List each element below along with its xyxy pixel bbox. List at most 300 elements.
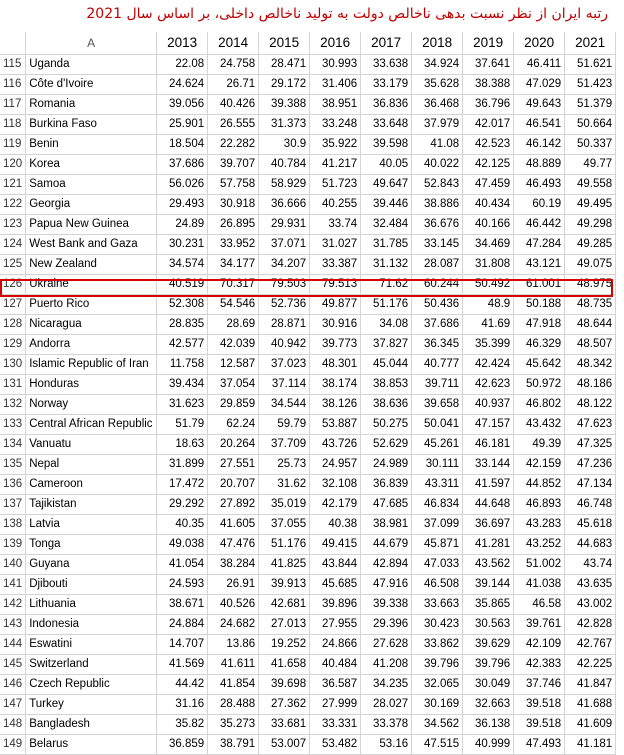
value-cell[interactable]: 32.065 [412, 674, 463, 694]
country-cell[interactable]: Bangladesh [26, 714, 157, 734]
value-cell[interactable]: 32.484 [361, 214, 412, 234]
value-cell[interactable]: 43.562 [463, 554, 514, 574]
value-cell[interactable]: 42.623 [463, 374, 514, 394]
country-cell[interactable]: Honduras [26, 374, 157, 394]
country-cell[interactable]: Djibouti [26, 574, 157, 594]
value-cell[interactable]: 22.08 [157, 54, 208, 74]
value-cell[interactable]: 37.099 [412, 514, 463, 534]
country-cell[interactable]: Belarus [26, 734, 157, 754]
value-cell[interactable]: 52.629 [361, 434, 412, 454]
value-cell[interactable]: 35.019 [259, 494, 310, 514]
value-cell[interactable]: 33.952 [208, 234, 259, 254]
value-cell[interactable]: 44.648 [463, 494, 514, 514]
value-cell[interactable]: 41.605 [208, 514, 259, 534]
value-cell[interactable]: 43.844 [310, 554, 361, 574]
value-cell[interactable]: 24.884 [157, 614, 208, 634]
country-cell[interactable]: Lithuania [26, 594, 157, 614]
value-cell[interactable]: 47.325 [565, 434, 616, 454]
row-number[interactable]: 122 [0, 194, 26, 214]
value-cell[interactable]: 40.05 [361, 154, 412, 174]
value-cell[interactable]: 41.847 [565, 674, 616, 694]
value-cell[interactable]: 41.281 [463, 534, 514, 554]
country-cell[interactable]: Benin [26, 134, 157, 154]
value-cell[interactable]: 41.054 [157, 554, 208, 574]
value-cell[interactable]: 30.918 [208, 194, 259, 214]
country-cell[interactable]: Tonga [26, 534, 157, 554]
value-cell[interactable]: 50.972 [514, 374, 565, 394]
value-cell[interactable]: 36.345 [412, 334, 463, 354]
country-cell[interactable]: Côte d'Ivoire [26, 74, 157, 94]
row-number[interactable]: 123 [0, 214, 26, 234]
value-cell[interactable]: 48.342 [565, 354, 616, 374]
value-cell[interactable]: 36.836 [361, 94, 412, 114]
value-cell[interactable]: 71.62 [361, 274, 412, 294]
value-cell[interactable]: 52.308 [157, 294, 208, 314]
value-cell[interactable]: 59.79 [259, 414, 310, 434]
value-cell[interactable]: 50.041 [412, 414, 463, 434]
value-cell[interactable]: 27.892 [208, 494, 259, 514]
row-number[interactable]: 131 [0, 374, 26, 394]
value-cell[interactable]: 20.707 [208, 474, 259, 494]
value-cell[interactable]: 41.688 [565, 694, 616, 714]
value-cell[interactable]: 46.329 [514, 334, 565, 354]
row-number[interactable]: 132 [0, 394, 26, 414]
row-number[interactable]: 136 [0, 474, 26, 494]
value-cell[interactable]: 39.711 [412, 374, 463, 394]
value-cell[interactable]: 41.597 [463, 474, 514, 494]
value-cell[interactable]: 48.889 [514, 154, 565, 174]
row-number[interactable]: 142 [0, 594, 26, 614]
value-cell[interactable]: 44.679 [361, 534, 412, 554]
value-cell[interactable]: 42.159 [514, 454, 565, 474]
value-cell[interactable]: 47.476 [208, 534, 259, 554]
value-cell[interactable]: 50.664 [565, 114, 616, 134]
value-cell[interactable]: 48.186 [565, 374, 616, 394]
value-cell[interactable]: 38.791 [208, 734, 259, 754]
value-cell[interactable]: 48.507 [565, 334, 616, 354]
value-cell[interactable]: 41.658 [259, 654, 310, 674]
value-cell[interactable]: 46.142 [514, 134, 565, 154]
value-cell[interactable]: 39.446 [361, 194, 412, 214]
value-cell[interactable]: 40.526 [208, 594, 259, 614]
value-cell[interactable]: 38.853 [361, 374, 412, 394]
country-cell[interactable]: Tajikistan [26, 494, 157, 514]
value-cell[interactable]: 31.132 [361, 254, 412, 274]
row-number[interactable]: 146 [0, 674, 26, 694]
country-cell[interactable]: Indonesia [26, 614, 157, 634]
value-cell[interactable]: 44.683 [565, 534, 616, 554]
value-cell[interactable]: 58.929 [259, 174, 310, 194]
year-header-cell[interactable]: 2020 [514, 32, 565, 54]
value-cell[interactable]: 40.166 [463, 214, 514, 234]
country-cell[interactable]: Turkey [26, 694, 157, 714]
value-cell[interactable]: 28.488 [208, 694, 259, 714]
value-cell[interactable]: 37.054 [208, 374, 259, 394]
row-number[interactable]: 138 [0, 514, 26, 534]
value-cell[interactable]: 33.663 [412, 594, 463, 614]
value-cell[interactable]: 42.225 [565, 654, 616, 674]
value-cell[interactable]: 30.111 [412, 454, 463, 474]
value-cell[interactable]: 40.777 [412, 354, 463, 374]
value-cell[interactable]: 42.828 [565, 614, 616, 634]
value-cell[interactable]: 37.686 [412, 314, 463, 334]
value-cell[interactable]: 44.852 [514, 474, 565, 494]
value-cell[interactable]: 32.663 [463, 694, 514, 714]
row-number[interactable]: 116 [0, 74, 26, 94]
value-cell[interactable]: 30.049 [463, 674, 514, 694]
value-cell[interactable]: 43.252 [514, 534, 565, 554]
row-number[interactable]: 143 [0, 614, 26, 634]
value-cell[interactable]: 50.337 [565, 134, 616, 154]
value-cell[interactable]: 54.546 [208, 294, 259, 314]
value-cell[interactable]: 48.975 [565, 274, 616, 294]
value-cell[interactable]: 37.709 [259, 434, 310, 454]
value-cell[interactable]: 47.236 [565, 454, 616, 474]
value-cell[interactable]: 33.862 [412, 634, 463, 654]
value-cell[interactable]: 32.108 [310, 474, 361, 494]
value-cell[interactable]: 33.331 [310, 714, 361, 734]
value-cell[interactable]: 49.643 [514, 94, 565, 114]
value-cell[interactable]: 28.835 [157, 314, 208, 334]
value-cell[interactable]: 36.697 [463, 514, 514, 534]
value-cell[interactable]: 40.999 [463, 734, 514, 754]
value-cell[interactable]: 35.922 [310, 134, 361, 154]
value-cell[interactable]: 41.569 [157, 654, 208, 674]
value-cell[interactable]: 36.796 [463, 94, 514, 114]
value-cell[interactable]: 41.69 [463, 314, 514, 334]
value-cell[interactable]: 24.593 [157, 574, 208, 594]
value-cell[interactable]: 46.541 [514, 114, 565, 134]
value-cell[interactable]: 36.839 [361, 474, 412, 494]
value-cell[interactable]: 34.177 [208, 254, 259, 274]
value-cell[interactable]: 39.796 [463, 654, 514, 674]
year-header-cell[interactable]: 2021 [565, 32, 616, 54]
value-cell[interactable]: 46.442 [514, 214, 565, 234]
value-cell[interactable]: 24.89 [157, 214, 208, 234]
value-cell[interactable]: 27.999 [310, 694, 361, 714]
year-header-cell[interactable]: 2018 [412, 32, 463, 54]
value-cell[interactable]: 39.796 [412, 654, 463, 674]
value-cell[interactable]: 39.913 [259, 574, 310, 594]
row-number[interactable]: 124 [0, 234, 26, 254]
value-cell[interactable]: 43.283 [514, 514, 565, 534]
row-number[interactable]: 125 [0, 254, 26, 274]
value-cell[interactable]: 42.577 [157, 334, 208, 354]
value-cell[interactable]: 47.918 [514, 314, 565, 334]
value-cell[interactable]: 45.871 [412, 534, 463, 554]
value-cell[interactable]: 36.138 [463, 714, 514, 734]
value-cell[interactable]: 42.681 [259, 594, 310, 614]
value-cell[interactable]: 36.587 [310, 674, 361, 694]
value-cell[interactable]: 36.666 [259, 194, 310, 214]
value-cell[interactable]: 60.244 [412, 274, 463, 294]
value-cell[interactable]: 39.598 [361, 134, 412, 154]
value-cell[interactable]: 28.871 [259, 314, 310, 334]
value-cell[interactable]: 39.338 [361, 594, 412, 614]
value-cell[interactable]: 51.176 [361, 294, 412, 314]
value-cell[interactable]: 35.628 [412, 74, 463, 94]
value-cell[interactable]: 46.181 [463, 434, 514, 454]
value-cell[interactable]: 31.16 [157, 694, 208, 714]
country-cell[interactable]: Cameroon [26, 474, 157, 494]
value-cell[interactable]: 40.784 [259, 154, 310, 174]
value-cell[interactable]: 26.895 [208, 214, 259, 234]
value-cell[interactable]: 40.022 [412, 154, 463, 174]
value-cell[interactable]: 46.834 [412, 494, 463, 514]
country-cell[interactable]: Norway [26, 394, 157, 414]
value-cell[interactable]: 53.007 [259, 734, 310, 754]
value-cell[interactable]: 47.033 [412, 554, 463, 574]
value-cell[interactable]: 46.493 [514, 174, 565, 194]
value-cell[interactable]: 46.58 [514, 594, 565, 614]
value-cell[interactable]: 43.635 [565, 574, 616, 594]
value-cell[interactable]: 38.174 [310, 374, 361, 394]
value-cell[interactable]: 30.231 [157, 234, 208, 254]
value-cell[interactable]: 46.802 [514, 394, 565, 414]
value-cell[interactable]: 29.493 [157, 194, 208, 214]
year-header-cell[interactable]: 2019 [463, 32, 514, 54]
value-cell[interactable]: 49.77 [565, 154, 616, 174]
value-cell[interactable]: 33.144 [463, 454, 514, 474]
value-cell[interactable]: 33.378 [361, 714, 412, 734]
value-cell[interactable]: 25.73 [259, 454, 310, 474]
year-header-cell[interactable]: 2013 [157, 32, 208, 54]
value-cell[interactable]: 42.523 [463, 134, 514, 154]
year-header-cell[interactable]: 2016 [310, 32, 361, 54]
value-cell[interactable]: 48.301 [310, 354, 361, 374]
value-cell[interactable]: 50.275 [361, 414, 412, 434]
country-cell[interactable]: Switzerland [26, 654, 157, 674]
value-cell[interactable]: 34.469 [463, 234, 514, 254]
value-cell[interactable]: 79.503 [259, 274, 310, 294]
country-cell[interactable]: Vanuatu [26, 434, 157, 454]
value-cell[interactable]: 40.519 [157, 274, 208, 294]
row-number[interactable]: 120 [0, 154, 26, 174]
value-cell[interactable]: 33.681 [259, 714, 310, 734]
value-cell[interactable]: 46.411 [514, 54, 565, 74]
value-cell[interactable]: 38.886 [412, 194, 463, 214]
value-cell[interactable]: 30.169 [412, 694, 463, 714]
value-cell[interactable]: 27.628 [361, 634, 412, 654]
value-cell[interactable]: 36.468 [412, 94, 463, 114]
value-cell[interactable]: 39.773 [310, 334, 361, 354]
row-number[interactable]: 140 [0, 554, 26, 574]
value-cell[interactable]: 40.937 [463, 394, 514, 414]
value-cell[interactable]: 39.896 [310, 594, 361, 614]
value-cell[interactable]: 31.785 [361, 234, 412, 254]
value-cell[interactable]: 41.825 [259, 554, 310, 574]
value-cell[interactable]: 53.482 [310, 734, 361, 754]
value-cell[interactable]: 29.396 [361, 614, 412, 634]
value-cell[interactable]: 49.558 [565, 174, 616, 194]
value-cell[interactable]: 33.179 [361, 74, 412, 94]
value-cell[interactable]: 42.125 [463, 154, 514, 174]
country-cell[interactable]: Latvia [26, 514, 157, 534]
row-number[interactable]: 121 [0, 174, 26, 194]
country-cell[interactable]: Romania [26, 94, 157, 114]
value-cell[interactable]: 34.562 [412, 714, 463, 734]
value-cell[interactable]: 33.248 [310, 114, 361, 134]
country-cell[interactable]: New Zealand [26, 254, 157, 274]
value-cell[interactable]: 18.504 [157, 134, 208, 154]
value-cell[interactable]: 51.423 [565, 74, 616, 94]
value-cell[interactable]: 41.038 [514, 574, 565, 594]
value-cell[interactable]: 40.35 [157, 514, 208, 534]
value-cell[interactable]: 28.027 [361, 694, 412, 714]
value-cell[interactable]: 41.611 [208, 654, 259, 674]
value-cell[interactable]: 39.707 [208, 154, 259, 174]
value-cell[interactable]: 43.74 [565, 554, 616, 574]
value-cell[interactable]: 43.726 [310, 434, 361, 454]
value-cell[interactable]: 27.013 [259, 614, 310, 634]
value-cell[interactable]: 27.551 [208, 454, 259, 474]
value-cell[interactable]: 24.682 [208, 614, 259, 634]
value-cell[interactable]: 25.901 [157, 114, 208, 134]
value-cell[interactable]: 40.434 [463, 194, 514, 214]
row-number[interactable]: 133 [0, 414, 26, 434]
value-cell[interactable]: 70.317 [208, 274, 259, 294]
value-cell[interactable]: 30.423 [412, 614, 463, 634]
value-cell[interactable]: 61.001 [514, 274, 565, 294]
value-cell[interactable]: 49.39 [514, 434, 565, 454]
value-cell[interactable]: 31.899 [157, 454, 208, 474]
value-cell[interactable]: 31.406 [310, 74, 361, 94]
value-cell[interactable]: 40.255 [310, 194, 361, 214]
country-cell[interactable]: Samoa [26, 174, 157, 194]
value-cell[interactable]: 27.955 [310, 614, 361, 634]
spreadsheet-grid[interactable] [0, 32, 616, 755]
value-cell[interactable]: 47.515 [412, 734, 463, 754]
value-cell[interactable]: 38.951 [310, 94, 361, 114]
column-header-a[interactable]: A [26, 32, 157, 54]
row-number[interactable]: 141 [0, 574, 26, 594]
value-cell[interactable]: 47.459 [463, 174, 514, 194]
value-cell[interactable]: 46.508 [412, 574, 463, 594]
value-cell[interactable]: 45.685 [310, 574, 361, 594]
value-cell[interactable]: 35.273 [208, 714, 259, 734]
value-cell[interactable]: 62.24 [208, 414, 259, 434]
value-cell[interactable]: 45.044 [361, 354, 412, 374]
value-cell[interactable]: 39.388 [259, 94, 310, 114]
value-cell[interactable]: 48.735 [565, 294, 616, 314]
value-cell[interactable]: 30.9 [259, 134, 310, 154]
country-cell[interactable]: Puerto Rico [26, 294, 157, 314]
value-cell[interactable]: 60.19 [514, 194, 565, 214]
value-cell[interactable]: 47.916 [361, 574, 412, 594]
row-number[interactable]: 117 [0, 94, 26, 114]
value-cell[interactable]: 37.023 [259, 354, 310, 374]
value-cell[interactable]: 47.134 [565, 474, 616, 494]
value-cell[interactable]: 41.609 [565, 714, 616, 734]
value-cell[interactable]: 47.493 [514, 734, 565, 754]
value-cell[interactable]: 48.9 [463, 294, 514, 314]
value-cell[interactable]: 41.217 [310, 154, 361, 174]
value-cell[interactable]: 46.748 [565, 494, 616, 514]
value-cell[interactable]: 37.827 [361, 334, 412, 354]
value-cell[interactable]: 38.284 [208, 554, 259, 574]
value-cell[interactable]: 39.629 [463, 634, 514, 654]
row-number[interactable]: 128 [0, 314, 26, 334]
value-cell[interactable]: 26.91 [208, 574, 259, 594]
value-cell[interactable]: 20.264 [208, 434, 259, 454]
value-cell[interactable]: 49.877 [310, 294, 361, 314]
value-cell[interactable]: 42.894 [361, 554, 412, 574]
value-cell[interactable]: 28.087 [412, 254, 463, 274]
row-number[interactable]: 115 [0, 54, 26, 74]
value-cell[interactable]: 31.808 [463, 254, 514, 274]
value-cell[interactable]: 33.145 [412, 234, 463, 254]
country-cell[interactable]: Czech Republic [26, 674, 157, 694]
value-cell[interactable]: 30.993 [310, 54, 361, 74]
value-cell[interactable]: 57.758 [208, 174, 259, 194]
value-cell[interactable]: 39.518 [514, 694, 565, 714]
value-cell[interactable]: 43.002 [565, 594, 616, 614]
value-cell[interactable]: 29.292 [157, 494, 208, 514]
value-cell[interactable]: 24.758 [208, 54, 259, 74]
row-number[interactable]: 119 [0, 134, 26, 154]
value-cell[interactable]: 47.029 [514, 74, 565, 94]
value-cell[interactable]: 38.981 [361, 514, 412, 534]
year-header-cell[interactable]: 2015 [259, 32, 310, 54]
value-cell[interactable]: 39.698 [259, 674, 310, 694]
year-header-cell[interactable]: 2017 [361, 32, 412, 54]
value-cell[interactable]: 39.056 [157, 94, 208, 114]
country-cell[interactable]: Nepal [26, 454, 157, 474]
value-cell[interactable]: 49.647 [361, 174, 412, 194]
value-cell[interactable]: 24.866 [310, 634, 361, 654]
value-cell[interactable]: 31.62 [259, 474, 310, 494]
value-cell[interactable]: 52.843 [412, 174, 463, 194]
value-cell[interactable]: 51.723 [310, 174, 361, 194]
row-number[interactable]: 144 [0, 634, 26, 654]
value-cell[interactable]: 51.176 [259, 534, 310, 554]
value-cell[interactable]: 36.859 [157, 734, 208, 754]
value-cell[interactable]: 47.623 [565, 414, 616, 434]
value-cell[interactable]: 31.373 [259, 114, 310, 134]
value-cell[interactable]: 49.038 [157, 534, 208, 554]
value-cell[interactable]: 48.122 [565, 394, 616, 414]
row-number[interactable]: 118 [0, 114, 26, 134]
value-cell[interactable]: 46.893 [514, 494, 565, 514]
value-cell[interactable]: 48.644 [565, 314, 616, 334]
value-cell[interactable]: 42.767 [565, 634, 616, 654]
value-cell[interactable]: 50.436 [412, 294, 463, 314]
country-cell[interactable]: Uganda [26, 54, 157, 74]
value-cell[interactable]: 34.235 [361, 674, 412, 694]
value-cell[interactable]: 44.42 [157, 674, 208, 694]
value-cell[interactable]: 51.79 [157, 414, 208, 434]
row-number[interactable]: 135 [0, 454, 26, 474]
country-cell[interactable]: Central African Republic [26, 414, 157, 434]
country-cell[interactable]: Papua New Guinea [26, 214, 157, 234]
value-cell[interactable]: 45.618 [565, 514, 616, 534]
row-number[interactable]: 137 [0, 494, 26, 514]
country-cell[interactable]: Ukraine [26, 274, 157, 294]
value-cell[interactable]: 26.555 [208, 114, 259, 134]
value-cell[interactable]: 33.648 [361, 114, 412, 134]
value-cell[interactable]: 42.039 [208, 334, 259, 354]
value-cell[interactable]: 41.181 [565, 734, 616, 754]
value-cell[interactable]: 22.282 [208, 134, 259, 154]
value-cell[interactable]: 47.157 [463, 414, 514, 434]
value-cell[interactable]: 42.383 [514, 654, 565, 674]
value-cell[interactable]: 27.362 [259, 694, 310, 714]
value-cell[interactable]: 30.916 [310, 314, 361, 334]
value-cell[interactable]: 49.075 [565, 254, 616, 274]
value-cell[interactable]: 33.638 [361, 54, 412, 74]
value-cell[interactable]: 42.424 [463, 354, 514, 374]
value-cell[interactable]: 40.426 [208, 94, 259, 114]
